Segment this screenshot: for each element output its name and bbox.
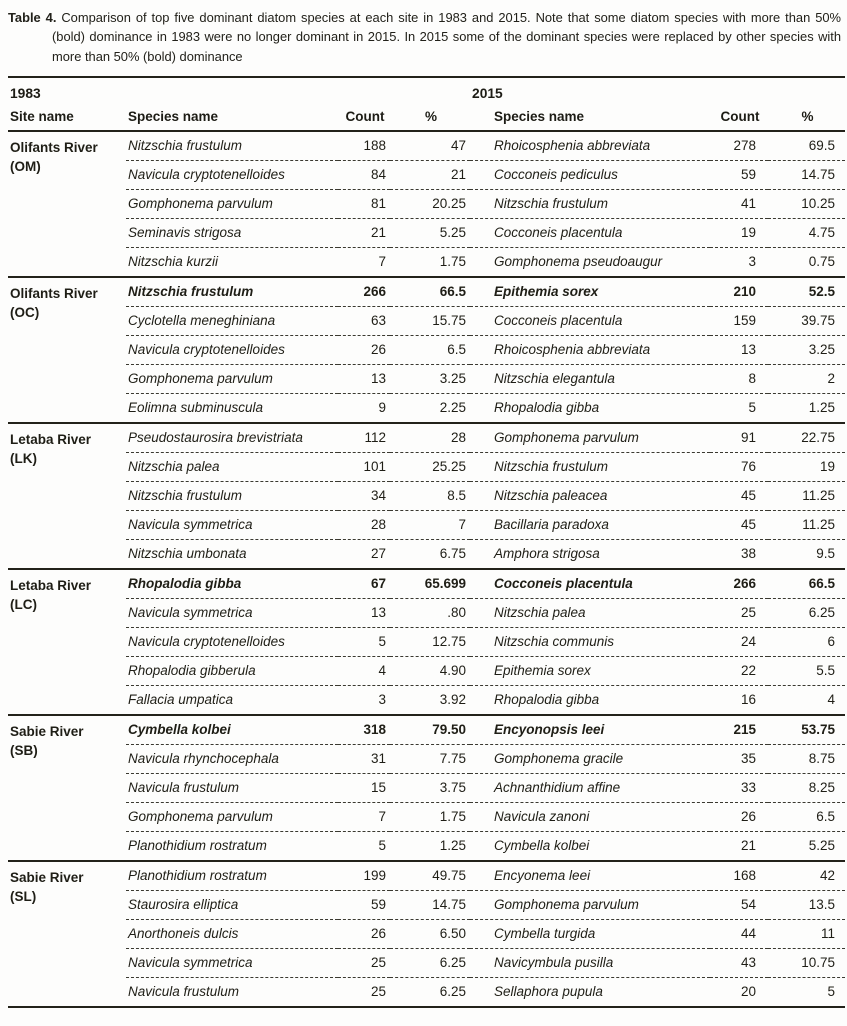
species-1983-cell: Rhopalodia gibba (128, 576, 242, 592)
percent-1983-cell: 2.25 (390, 394, 470, 424)
species-2015-cell: Rhoicosphenia abbreviata (470, 336, 710, 365)
table-row (8, 511, 845, 540)
site-block (8, 131, 845, 277)
site-name-line1: Sabie River (10, 724, 84, 740)
percent-1983-cell: 20.25 (390, 190, 470, 219)
count-2015-cell: 266 (733, 576, 757, 592)
percent-2015-cell: 39.75 (768, 307, 845, 336)
percent-1983-cell: 79.50 (432, 722, 467, 738)
percent-2015-cell: 4.75 (768, 219, 845, 248)
table-row (8, 482, 845, 511)
table-row (8, 628, 845, 657)
column-header-site-name: Site name (10, 109, 74, 125)
count-1983-cell: 34 (338, 482, 390, 511)
table-row (8, 891, 845, 920)
count-1983-cell: 21 (338, 219, 390, 248)
site-block (8, 715, 845, 861)
table-row (8, 365, 845, 394)
count-2015-cell: 35 (710, 745, 768, 774)
count-1983-cell: 67 (370, 576, 386, 592)
species-1983-cell: Cymbella kolbei (128, 722, 231, 738)
percent-1983-cell: 6.50 (390, 920, 470, 949)
percent-1983-cell: 7 (390, 511, 470, 540)
column-header-count-2015: Count (720, 109, 760, 125)
species-1983-cell: Nitzschia kurzii (126, 248, 338, 278)
percent-1983-cell: 14.75 (390, 891, 470, 920)
count-1983-cell: 101 (338, 453, 390, 482)
site-code: (LC) (10, 597, 37, 613)
count-1983-cell: 13 (338, 365, 390, 394)
percent-2015-cell: 6.5 (768, 803, 845, 832)
species-2015-cell: Epithemia sorex (470, 657, 710, 686)
species-1983-cell: Planothidium rostratum (126, 832, 338, 862)
table-row (8, 861, 845, 891)
species-2015-cell: Nitzschia frustulum (470, 453, 710, 482)
percent-1983-cell: 12.75 (390, 628, 470, 657)
species-2015-cell: Cocconeis pediculus (470, 161, 710, 190)
table-row (8, 774, 845, 803)
percent-1983-cell: 15.75 (390, 307, 470, 336)
species-2015-cell: Nitzschia frustulum (470, 190, 710, 219)
count-2015-cell: 33 (710, 774, 768, 803)
count-1983-cell: 7 (338, 248, 390, 278)
count-2015-cell: 43 (710, 949, 768, 978)
count-1983-cell: 26 (338, 920, 390, 949)
count-1983-cell: 3 (338, 686, 390, 716)
site-name-line1: Letaba River (10, 578, 92, 594)
percent-1983-cell: 47 (450, 138, 467, 154)
table-row (8, 978, 845, 1008)
percent-2015-cell: 5.5 (768, 657, 845, 686)
count-1983-cell: 5 (338, 628, 390, 657)
table-row (8, 219, 845, 248)
species-2015-cell: Cocconeis placentula (470, 219, 710, 248)
column-header-percent-2015: % (801, 109, 814, 125)
species-1983-cell: Gomphonema parvulum (126, 365, 338, 394)
percent-1983-cell: 21 (390, 161, 470, 190)
percent-1983-cell: 66.5 (439, 284, 467, 300)
table-header (8, 77, 845, 131)
percent-1983-cell: 4.90 (390, 657, 470, 686)
table-row (8, 394, 845, 424)
percent-2015-cell: 8.75 (768, 745, 845, 774)
count-2015-cell: 26 (710, 803, 768, 832)
percent-2015-cell: 4 (768, 686, 845, 716)
table-row (8, 336, 845, 365)
species-1983-cell: Nitzschia frustulum (128, 284, 254, 300)
species-1983-cell: Nitzschia frustulum (126, 482, 338, 511)
species-1983-cell: Cyclotella meneghiniana (126, 307, 338, 336)
percent-2015-cell: 22.75 (801, 430, 836, 446)
percent-1983-cell: 1.25 (390, 832, 470, 862)
table-row (8, 131, 845, 161)
table-row (8, 277, 845, 307)
site-name-cell (8, 715, 126, 861)
count-1983-cell: 13 (338, 599, 390, 628)
percent-1983-cell: 6.25 (390, 978, 470, 1008)
percent-1983-cell: 5.25 (390, 219, 470, 248)
count-2015-cell: 45 (710, 482, 768, 511)
species-2015-cell: Cymbella kolbei (470, 832, 710, 862)
count-2015-cell: 210 (733, 284, 757, 300)
count-1983-cell: 81 (338, 190, 390, 219)
table-row (8, 190, 845, 219)
percent-2015-cell: 19 (768, 453, 845, 482)
table-row (8, 248, 845, 278)
table-caption-text: Comparison of top five dominant diatom species at each site in 1983 and 2015. Note that some diatom species with more than 50% (bold) dominance in 1983 were no longer dominant in 2015. In 2015 some of the dominant species were replaced by other species with more than 50% (bold) dominance (52, 10, 841, 64)
table-row (8, 569, 845, 599)
table-row (8, 920, 845, 949)
species-1983-cell: Planothidium rostratum (128, 868, 267, 884)
table-row (8, 161, 845, 190)
species-1983-cell: Navicula symmetrica (126, 511, 338, 540)
table-caption-label: Table 4. (8, 10, 57, 25)
count-2015-cell: 159 (710, 307, 768, 336)
table-row (8, 599, 845, 628)
count-2015-cell: 20 (710, 978, 768, 1008)
count-2015-cell: 168 (733, 868, 757, 884)
species-1983-cell: Rhopalodia gibberula (126, 657, 338, 686)
count-2015-cell: 91 (740, 430, 757, 446)
species-2015-cell: Gomphonema parvulum (494, 430, 639, 446)
site-block (8, 277, 845, 423)
site-name-cell (8, 861, 126, 1007)
site-code: (SL) (10, 889, 37, 905)
site-code: (OM) (10, 159, 41, 175)
column-header-species-1983: Species name (128, 109, 219, 125)
species-2015-cell: Amphora strigosa (470, 540, 710, 570)
site-name-cell (8, 131, 126, 277)
count-2015-cell: 19 (710, 219, 768, 248)
table-row (8, 832, 845, 862)
species-1983-cell: Fallacia umpatica (126, 686, 338, 716)
table-caption (8, 8, 841, 66)
percent-2015-cell: 8.25 (768, 774, 845, 803)
year-header-2015: 2015 (472, 86, 503, 102)
species-1983-cell: Pseudostaurosira brevistriata (128, 430, 303, 446)
count-2015-cell: 3 (710, 248, 768, 278)
count-1983-cell: 7 (338, 803, 390, 832)
percent-1983-cell: 25.25 (390, 453, 470, 482)
count-2015-cell: 41 (710, 190, 768, 219)
species-2015-cell: Nitzschia paleacea (470, 482, 710, 511)
count-2015-cell: 16 (710, 686, 768, 716)
percent-1983-cell: 49.75 (432, 868, 467, 884)
species-1983-cell: Navicula symmetrica (126, 599, 338, 628)
percent-2015-cell: 6 (768, 628, 845, 657)
percent-2015-cell: 3.25 (768, 336, 845, 365)
percent-2015-cell: 66.5 (808, 576, 836, 592)
column-header-count-1983: Count (345, 109, 385, 125)
percent-2015-cell: 0.75 (768, 248, 845, 278)
site-block (8, 423, 845, 569)
count-2015-cell: 59 (710, 161, 768, 190)
percent-2015-cell: 10.75 (768, 949, 845, 978)
count-1983-cell: 59 (338, 891, 390, 920)
species-2015-cell: Nitzschia elegantula (470, 365, 710, 394)
percent-2015-cell: 53.75 (801, 722, 836, 738)
column-header-percent-1983: % (425, 109, 438, 125)
count-2015-cell: 21 (710, 832, 768, 862)
species-2015-cell: Navicula zanoni (470, 803, 710, 832)
species-1983-cell: Gomphonema parvulum (126, 190, 338, 219)
species-1983-cell: Navicula rhynchocephala (126, 745, 338, 774)
site-name-line1: Letaba River (10, 432, 92, 448)
percent-1983-cell: 1.75 (390, 803, 470, 832)
species-1983-cell: Navicula symmetrica (126, 949, 338, 978)
site-name-line1: Olifants River (10, 286, 98, 302)
species-1983-cell: Nitzschia frustulum (128, 138, 243, 154)
percent-1983-cell: 3.92 (390, 686, 470, 716)
species-2015-cell: Cymbella turgida (470, 920, 710, 949)
table-row (8, 686, 845, 716)
species-1983-cell: Gomphonema parvulum (126, 803, 338, 832)
site-code: (LK) (10, 451, 37, 467)
percent-2015-cell: 69.5 (808, 138, 836, 154)
count-1983-cell: 199 (363, 868, 386, 884)
site-block (8, 861, 845, 1007)
percent-2015-cell: 13.5 (768, 891, 845, 920)
table-row (8, 949, 845, 978)
species-2015-cell: Navicymbula pusilla (470, 949, 710, 978)
percent-2015-cell: 11.25 (768, 482, 845, 511)
site-name-line1: Olifants River (10, 140, 98, 156)
count-1983-cell: 112 (364, 430, 386, 446)
column-header-species-2015: Species name (494, 109, 585, 125)
count-2015-cell: 22 (710, 657, 768, 686)
percent-2015-cell: 1.25 (768, 394, 845, 424)
species-2015-cell: Achnanthidium affine (470, 774, 710, 803)
percent-2015-cell: 2 (768, 365, 845, 394)
count-1983-cell: 188 (363, 138, 386, 154)
count-1983-cell: 5 (338, 832, 390, 862)
site-name-cell (8, 423, 126, 569)
species-1983-cell: Navicula cryptotenelloides (126, 628, 338, 657)
percent-2015-cell: 42 (820, 868, 836, 884)
species-1983-cell: Anorthoneis dulcis (126, 920, 338, 949)
species-2015-cell: Epithemia sorex (494, 284, 599, 300)
count-1983-cell: 28 (338, 511, 390, 540)
table-row (8, 540, 845, 570)
percent-1983-cell: 3.25 (390, 365, 470, 394)
table-row (8, 307, 845, 336)
species-2015-cell: Encyonema leei (494, 868, 591, 884)
species-1983-cell: Navicula frustulum (126, 978, 338, 1008)
percent-2015-cell: 9.5 (768, 540, 845, 570)
count-1983-cell: 15 (338, 774, 390, 803)
percent-2015-cell: 11.25 (768, 511, 845, 540)
count-1983-cell: 31 (338, 745, 390, 774)
count-2015-cell: 45 (710, 511, 768, 540)
percent-1983-cell: 6.5 (390, 336, 470, 365)
count-2015-cell: 13 (710, 336, 768, 365)
count-2015-cell: 54 (710, 891, 768, 920)
count-1983-cell: 4 (338, 657, 390, 686)
year-header-row (8, 77, 845, 103)
species-1983-cell: Seminavis strigosa (126, 219, 338, 248)
count-1983-cell: 25 (338, 949, 390, 978)
species-2015-cell: Rhopalodia gibba (470, 394, 710, 424)
species-1983-cell: Staurosira elliptica (126, 891, 338, 920)
species-2015-cell: Rhoicosphenia abbreviata (494, 138, 651, 154)
site-name-cell (8, 277, 126, 423)
percent-1983-cell: 3.75 (390, 774, 470, 803)
percent-2015-cell: 52.5 (808, 284, 836, 300)
species-1983-cell: Eolimna subminuscula (126, 394, 338, 424)
site-block (8, 569, 845, 715)
species-2015-cell: Gomphonema pseudoaugur (470, 248, 710, 278)
species-1983-cell: Nitzschia palea (126, 453, 338, 482)
count-2015-cell: 215 (733, 722, 757, 738)
count-2015-cell: 76 (710, 453, 768, 482)
species-2015-cell: Cocconeis placentula (494, 576, 633, 592)
species-2015-cell: Bacillaria paradoxa (470, 511, 710, 540)
count-2015-cell: 5 (710, 394, 768, 424)
species-1983-cell: Navicula cryptotenelloides (126, 161, 338, 190)
column-header-row (8, 103, 845, 131)
species-1983-cell: Nitzschia umbonata (126, 540, 338, 570)
site-code: (OC) (10, 305, 40, 321)
percent-1983-cell: 1.75 (390, 248, 470, 278)
species-2015-cell: Cocconeis placentula (470, 307, 710, 336)
species-2015-cell: Sellaphora pupula (470, 978, 710, 1008)
percent-1983-cell: 6.75 (390, 540, 470, 570)
count-1983-cell: 27 (338, 540, 390, 570)
percent-2015-cell: 5.25 (768, 832, 845, 862)
species-2015-cell: Gomphonema gracile (470, 745, 710, 774)
count-2015-cell: 8 (710, 365, 768, 394)
percent-1983-cell: .80 (390, 599, 470, 628)
species-2015-cell: Gomphonema parvulum (470, 891, 710, 920)
species-2015-cell: Nitzschia communis (470, 628, 710, 657)
table-row (8, 803, 845, 832)
count-1983-cell: 25 (338, 978, 390, 1008)
percent-2015-cell: 6.25 (768, 599, 845, 628)
species-2015-cell: Rhopalodia gibba (470, 686, 710, 716)
count-2015-cell: 278 (733, 138, 757, 154)
percent-1983-cell: 28 (450, 430, 467, 446)
count-1983-cell: 26 (338, 336, 390, 365)
species-2015-cell: Nitzschia palea (470, 599, 710, 628)
table-row (8, 745, 845, 774)
count-2015-cell: 24 (710, 628, 768, 657)
percent-1983-cell: 6.25 (390, 949, 470, 978)
species-1983-cell: Navicula cryptotenelloides (126, 336, 338, 365)
count-2015-cell: 44 (710, 920, 768, 949)
count-1983-cell: 266 (363, 284, 386, 300)
percent-2015-cell: 11 (768, 920, 845, 949)
percent-1983-cell: 7.75 (390, 745, 470, 774)
count-1983-cell: 318 (363, 722, 386, 738)
count-2015-cell: 25 (710, 599, 768, 628)
count-2015-cell: 38 (710, 540, 768, 570)
site-name-line1: Sabie River (10, 870, 84, 886)
percent-1983-cell: 8.5 (390, 482, 470, 511)
count-1983-cell: 63 (338, 307, 390, 336)
species-1983-cell: Navicula frustulum (126, 774, 338, 803)
percent-2015-cell: 14.75 (768, 161, 845, 190)
count-1983-cell: 84 (338, 161, 390, 190)
table-row (8, 657, 845, 686)
year-header-1983: 1983 (10, 86, 41, 102)
percent-1983-cell: 65.699 (424, 576, 467, 592)
table-row (8, 423, 845, 453)
diatom-comparison-table (8, 76, 845, 1008)
species-2015-cell: Encyonopsis leei (494, 722, 605, 738)
table-row (8, 453, 845, 482)
count-1983-cell: 9 (338, 394, 390, 424)
site-name-cell (8, 569, 126, 715)
percent-2015-cell: 10.25 (768, 190, 845, 219)
site-code: (SB) (10, 743, 38, 759)
percent-2015-cell: 5 (768, 978, 845, 1008)
table-row (8, 715, 845, 745)
